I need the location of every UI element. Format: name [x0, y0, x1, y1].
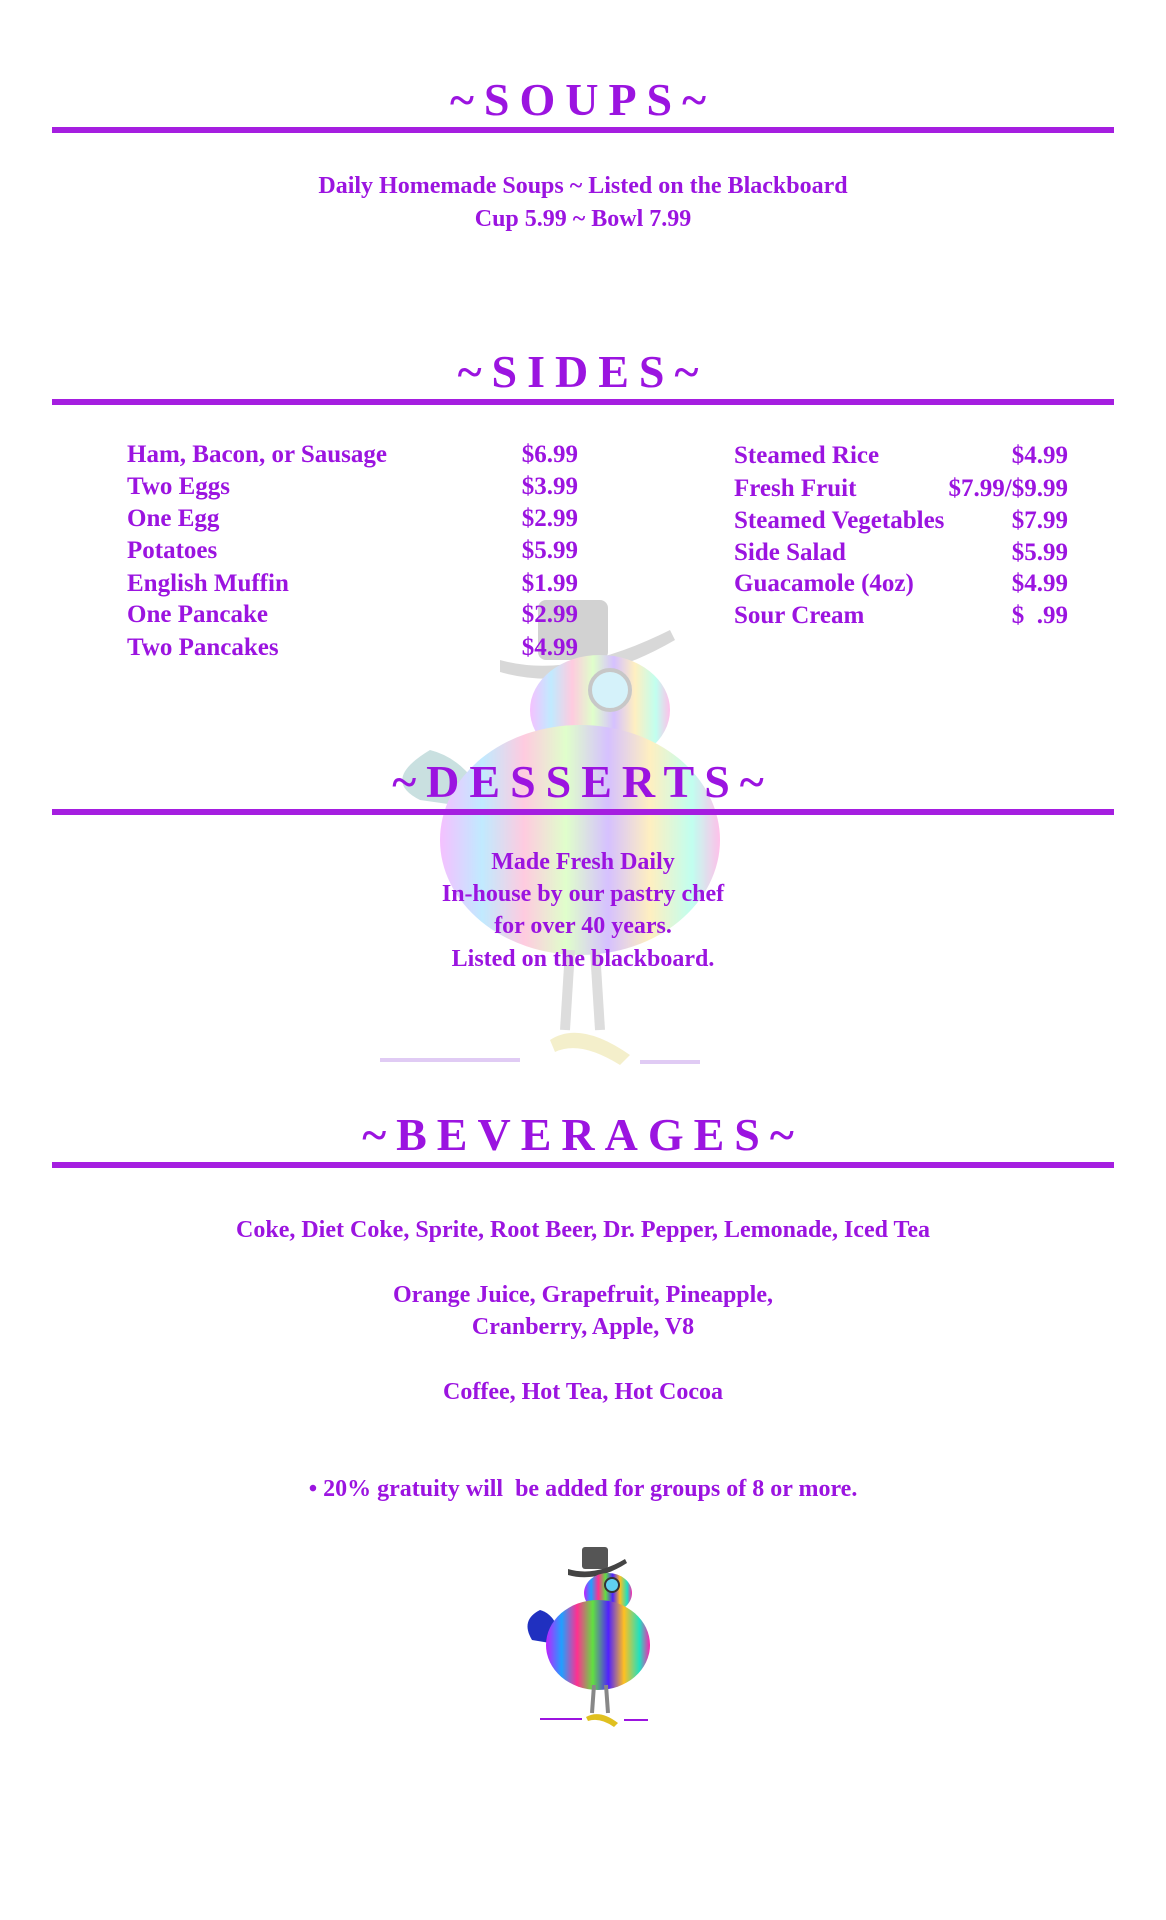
beverages-soft-drinks: Coke, Diet Coke, Sprite, Root Beer, Dr. Pepper, Lemonade, Iced Tea — [236, 1217, 930, 1243]
sides-heading: ~SIDES~ — [457, 346, 709, 397]
side-item-name: Steamed Rice — [734, 442, 880, 469]
desserts-line: Listed on the blackboard. — [451, 946, 715, 972]
side-item-price: $7.99 — [1011, 507, 1068, 534]
side-item-name: Two Eggs — [127, 473, 231, 500]
side-item-price: $ .99 — [1011, 602, 1068, 629]
side-item-price: $5.99 — [521, 537, 578, 564]
side-item-price: $2.99 — [521, 505, 578, 532]
beverages-heading: ~BEVERAGES~ — [362, 1109, 804, 1160]
beverages-divider — [52, 1162, 1114, 1168]
side-item-name: Ham, Bacon, or Sausage — [127, 441, 387, 468]
side-item-price: $1.99 — [521, 570, 578, 597]
soups-divider — [52, 127, 1114, 133]
side-item-name: One Egg — [127, 505, 220, 532]
beverages-juices: Orange Juice, Grapefruit, Pineapple, — [393, 1282, 773, 1308]
beverages-hot-drinks: Coffee, Hot Tea, Hot Cocoa — [443, 1379, 723, 1405]
side-item-name: Steamed Vegetables — [734, 507, 945, 534]
side-item-name: One Pancake — [127, 601, 268, 628]
side-item-price: $4.99 — [1011, 442, 1068, 469]
soups-prices: Cup 5.99 ~ Bowl 7.99 — [474, 206, 692, 232]
desserts-line: for over 40 years. — [494, 913, 672, 939]
side-item-price: $4.99 — [521, 634, 578, 661]
side-item-name: Potatoes — [127, 537, 218, 564]
desserts-line: Made Fresh Daily — [491, 849, 675, 875]
side-item-name: Side Salad — [734, 539, 846, 566]
side-item-price: $7.99/$9.99 — [948, 475, 1068, 502]
side-item-name: Fresh Fruit — [734, 475, 857, 502]
side-item-price: $4.99 — [1011, 570, 1068, 597]
side-item-price: $6.99 — [521, 441, 578, 468]
beverages-juices-cont: Cranberry, Apple, V8 — [471, 1314, 695, 1340]
rooster-logo-icon — [520, 1545, 670, 1735]
side-item-name: Guacamole (4oz) — [734, 570, 914, 597]
desserts-heading: ~DESSERTS~ — [392, 756, 774, 807]
desserts-line: In-house by our pastry chef — [441, 881, 725, 907]
side-item-price: $5.99 — [1011, 539, 1068, 566]
desserts-divider — [52, 809, 1114, 815]
soups-heading: ~SOUPS~ — [449, 74, 717, 125]
side-item-name: Sour Cream — [734, 602, 865, 629]
sides-divider — [52, 399, 1114, 405]
side-item-price: $2.99 — [521, 601, 578, 628]
side-item-price: $3.99 — [521, 473, 578, 500]
side-item-name: English Muffin — [127, 570, 289, 597]
side-item-name: Two Pancakes — [127, 634, 279, 661]
gratuity-note: • 20% gratuity will be added for groups of 8 or more. — [308, 1476, 858, 1502]
soups-description: Daily Homemade Soups ~ Listed on the Blackboard — [318, 173, 848, 199]
